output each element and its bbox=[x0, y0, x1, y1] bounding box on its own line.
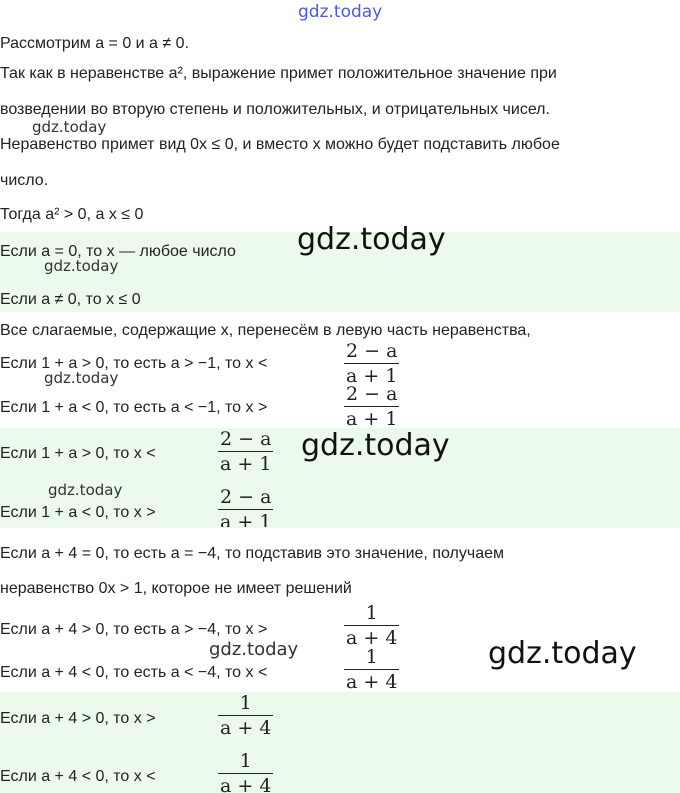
fraction-1-over-a-plus-4 bbox=[218, 750, 273, 793]
fraction-1-over-a-plus-4 bbox=[344, 602, 399, 649]
fraction-numerator: 2 − a bbox=[346, 383, 398, 405]
watermark-large: gdz.today bbox=[301, 428, 450, 463]
fraction-numerator: 2 − a bbox=[220, 428, 272, 450]
fraction-denominator: a + 4 bbox=[220, 717, 272, 739]
fraction-1-over-a-plus-4 bbox=[344, 646, 399, 693]
text-line-9: неравенство 0x > 1, которое не имеет решений bbox=[0, 580, 352, 597]
fraction-bar bbox=[218, 715, 273, 716]
fraction-numerator: 2 − a bbox=[220, 486, 272, 508]
answer-line-2b: Если 1 + a < 0, то x > bbox=[0, 504, 156, 521]
fraction-bar bbox=[344, 669, 399, 670]
watermark-large: gdz.today bbox=[488, 636, 637, 671]
text-line-2: Так как в неравенстве a², выражение примет положительное значение при bbox=[0, 65, 557, 82]
case-line-2: Если 1 + a < 0, то есть a < −1, то x > bbox=[0, 399, 268, 416]
fraction-numerator: 1 bbox=[239, 750, 252, 772]
answer-line-3b: Если a + 4 < 0, то x < bbox=[0, 768, 156, 785]
fraction-numerator: 1 bbox=[365, 602, 378, 624]
text-line-4: Неравенство примет вид 0x ≤ 0, и вместо x можно будет подставить любое bbox=[0, 136, 560, 153]
watermark-small: gdz.today bbox=[32, 118, 107, 136]
fraction-bar bbox=[218, 773, 273, 774]
fraction-denominator: a + 1 bbox=[220, 511, 272, 527]
case-line-3: Если a + 4 > 0, то есть a > −4, то x > bbox=[0, 621, 268, 638]
fraction-2-minus-a-over-a-plus-1 bbox=[218, 428, 273, 475]
case-line-1: Если 1 + a > 0, то есть a > −1, то x < bbox=[0, 355, 268, 372]
case-line-4: Если a + 4 < 0, то есть a < −4, то x < bbox=[0, 664, 268, 681]
text-line-3: возведении во вторую степень и положительных, и отрицательных чисел. bbox=[0, 101, 550, 118]
answer-line-2a: Если 1 + a > 0, то x < bbox=[0, 445, 156, 462]
fraction-denominator: a + 1 bbox=[346, 408, 398, 430]
watermark-small: gdz.today bbox=[44, 257, 119, 275]
fraction-bar bbox=[344, 625, 399, 626]
text-line-1: Рассмотрим a = 0 и a ≠ 0. bbox=[0, 35, 189, 52]
answer-line-1b: Если a ≠ 0, то x ≤ 0 bbox=[0, 291, 141, 308]
fraction-2-minus-a-over-a-plus-1 bbox=[344, 383, 399, 430]
fraction-bar bbox=[218, 451, 273, 452]
fraction-1-over-a-plus-4 bbox=[218, 692, 273, 739]
answer-line-3a: Если a + 4 > 0, то x > bbox=[0, 710, 156, 727]
fraction-2-minus-a-over-a-plus-1 bbox=[344, 340, 399, 387]
fraction-denominator: a + 4 bbox=[346, 671, 398, 693]
answer-line-1a: Если a = 0, то x — любое число bbox=[0, 243, 236, 260]
text-line-7: Все слагаемые, содержащие x, перенесём в левую часть неравенства, bbox=[0, 322, 531, 339]
watermark-small: gdz.today bbox=[209, 639, 299, 660]
fraction-numerator: 1 bbox=[365, 646, 378, 668]
text-line-6: Тогда a² > 0, а x ≤ 0 bbox=[0, 206, 144, 223]
watermark-top: gdz.today bbox=[298, 2, 383, 22]
text-line-5: число. bbox=[0, 172, 49, 189]
fraction-denominator: a + 4 bbox=[346, 627, 398, 649]
watermark-large: gdz.today bbox=[297, 222, 446, 257]
text-line-8: Если a + 4 = 0, то есть a = −4, то подставив это значение, получаем bbox=[0, 545, 504, 562]
fraction-bar bbox=[344, 363, 399, 364]
watermark-small: gdz.today bbox=[48, 481, 123, 499]
fraction-denominator: a + 1 bbox=[346, 365, 398, 387]
fraction-numerator: 1 bbox=[239, 692, 252, 714]
fraction-bar bbox=[218, 509, 273, 510]
fraction-denominator: a + 4 bbox=[220, 775, 272, 793]
fraction-denominator: a + 1 bbox=[220, 453, 272, 475]
fraction-numerator: 2 − a bbox=[346, 340, 398, 362]
fraction-2-minus-a-over-a-plus-1 bbox=[218, 486, 273, 527]
fraction-bar bbox=[344, 406, 399, 407]
watermark-small: gdz.today bbox=[44, 369, 119, 387]
